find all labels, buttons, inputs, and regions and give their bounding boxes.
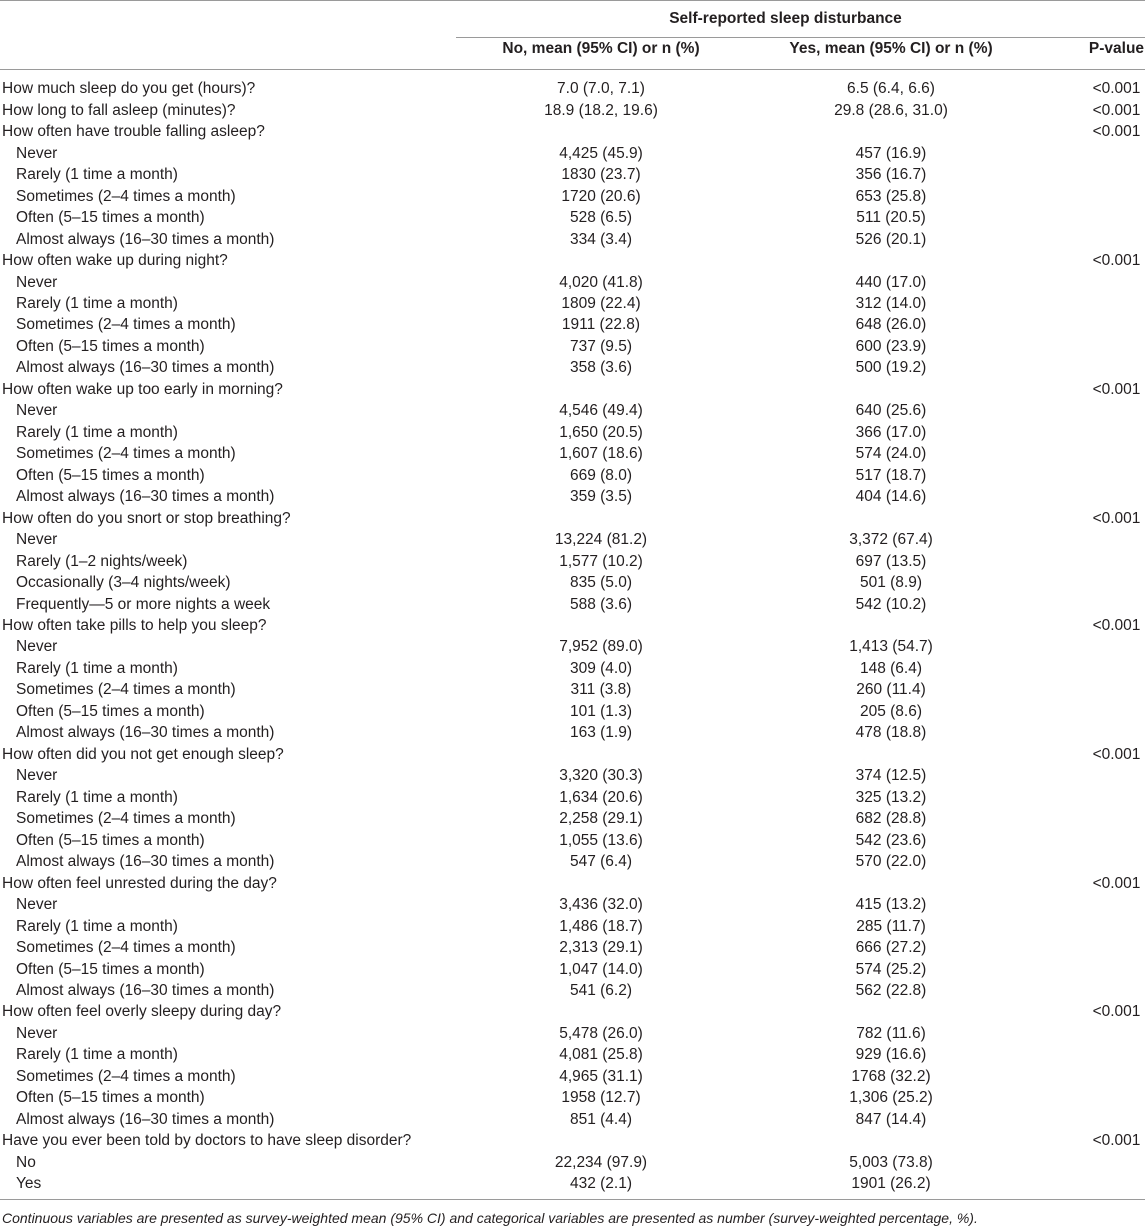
yes-value: 260 (11.4) <box>856 681 926 699</box>
variable-row <box>0 744 1145 765</box>
category-label: Occasionally (3–4 nights/week) <box>16 574 231 592</box>
no-value: 1830 (23.7) <box>561 166 641 184</box>
no-value: 4,081 (25.8) <box>559 1046 643 1064</box>
category-label: Almost always (16–30 times a month) <box>16 230 275 248</box>
yes-value: 1,413 (54.7) <box>849 638 933 656</box>
no-value: 1,650 (20.5) <box>559 423 643 441</box>
variable-row <box>0 121 1145 142</box>
no-value: 13,224 (81.2) <box>554 531 648 549</box>
variable-label: How often take pills to help you sleep? <box>2 617 267 635</box>
yes-value: 3,372 (67.4) <box>849 531 933 549</box>
category-label: Almost always (16–30 times a month) <box>16 724 275 742</box>
category-label: Rarely (1 time a month) <box>16 166 178 184</box>
p-value: <0.001 <box>1092 80 1141 98</box>
category-row <box>0 765 1145 786</box>
category-label: Sometimes (2–4 times a month) <box>16 187 236 205</box>
yes-value: 542 (23.6) <box>855 831 927 849</box>
variable-label: How often wake up during night? <box>2 252 228 270</box>
p-value: <0.001 <box>1092 252 1141 270</box>
p-value: <0.001 <box>1092 1132 1141 1150</box>
no-value: 3,320 (30.3) <box>559 767 643 785</box>
category-row <box>0 207 1145 228</box>
category-label: Almost always (16–30 times a month) <box>16 488 275 506</box>
category-row <box>0 851 1145 872</box>
yes-value: 653 (25.8) <box>855 187 927 205</box>
category-row <box>0 293 1145 314</box>
category-label: Never <box>16 638 58 656</box>
no-value: 1,607 (18.6) <box>559 445 643 463</box>
category-row <box>0 658 1145 679</box>
no-value: 737 (9.5) <box>569 337 633 355</box>
yes-value: 478 (18.8) <box>855 724 927 742</box>
category-row <box>0 551 1145 572</box>
yes-value: 1901 (26.2) <box>851 1175 931 1193</box>
category-label: Rarely (1 time a month) <box>16 788 178 806</box>
yes-value: 500 (19.2) <box>855 359 927 377</box>
variable-row <box>0 78 1145 99</box>
yes-value: 526 (20.1) <box>855 230 927 248</box>
yes-value: 325 (13.2) <box>855 788 927 806</box>
category-label: Rarely (1 time a month) <box>16 423 178 441</box>
category-row <box>0 722 1145 743</box>
category-row <box>0 443 1145 464</box>
category-label: Never <box>16 896 58 914</box>
category-row <box>0 336 1145 357</box>
category-label: Often (5–15 times a month) <box>16 831 205 849</box>
yes-value: 570 (22.0) <box>855 853 927 871</box>
category-label: Often (5–15 times a month) <box>16 702 205 720</box>
category-row <box>0 422 1145 443</box>
no-value: 309 (4.0) <box>569 659 633 677</box>
table-footnote: Continuous variables are presented as survey-weighted mean (95% CI) and categorical variables are presented as number (survey-weighted percentage, %). <box>2 1210 978 1226</box>
category-row <box>0 572 1145 593</box>
category-row <box>0 357 1145 378</box>
variable-row <box>0 100 1145 121</box>
category-label: Often (5–15 times a month) <box>16 1089 205 1107</box>
variable-label: How long to fall asleep (minutes)? <box>2 101 236 119</box>
category-row <box>0 787 1145 808</box>
category-row <box>0 1152 1145 1173</box>
variable-row <box>0 1130 1145 1151</box>
column-header-p-value: P-value <box>1088 40 1145 57</box>
no-value: 5,478 (26.0) <box>559 1024 643 1042</box>
no-value: 835 (5.0) <box>569 574 633 592</box>
category-row <box>0 1087 1145 1108</box>
variable-row <box>0 1001 1145 1022</box>
variable-row <box>0 508 1145 529</box>
yes-value: 929 (16.6) <box>855 1046 927 1064</box>
p-value: <0.001 <box>1092 1003 1141 1021</box>
category-row <box>0 679 1145 700</box>
category-row <box>0 1173 1145 1194</box>
category-row <box>0 400 1145 421</box>
category-row <box>0 830 1145 851</box>
yes-value: 366 (17.0) <box>855 423 927 441</box>
no-value: 528 (6.5) <box>569 209 633 227</box>
category-label: Sometimes (2–4 times a month) <box>16 939 236 957</box>
yes-value: 511 (20.5) <box>856 209 926 227</box>
no-value: 1958 (12.7) <box>561 1089 641 1107</box>
spanning-header: Self-reported sleep disturbance <box>669 10 902 27</box>
p-value: <0.001 <box>1092 509 1141 527</box>
category-label: Frequently—5 or more nights a week <box>16 595 271 613</box>
p-value: <0.001 <box>1092 874 1141 892</box>
category-label: Rarely (1 time a month) <box>16 294 178 312</box>
no-value: 2,313 (29.1) <box>559 939 643 957</box>
column-header-yes: Yes, mean (95% CI) or n (%) <box>789 40 993 57</box>
category-label: Never <box>16 144 58 162</box>
header-rule <box>0 69 1145 70</box>
category-row <box>0 186 1145 207</box>
yes-value: 440 (17.0) <box>855 273 927 291</box>
category-row <box>0 808 1145 829</box>
no-value: 1,055 (13.6) <box>559 831 643 849</box>
no-value: 1,634 (20.6) <box>559 788 643 806</box>
no-value: 547 (6.4) <box>569 853 633 871</box>
no-value: 4,546 (49.4) <box>559 402 643 420</box>
yes-value: 517 (18.7) <box>855 466 927 484</box>
category-row <box>0 143 1145 164</box>
category-label: Never <box>16 767 58 785</box>
yes-value: 404 (14.6) <box>855 488 927 506</box>
category-label: Yes <box>16 1175 42 1193</box>
category-row <box>0 529 1145 550</box>
variable-row <box>0 873 1145 894</box>
category-label: No <box>16 1153 36 1171</box>
variable-label: How often have trouble falling asleep? <box>2 123 265 141</box>
p-value: <0.001 <box>1092 123 1141 141</box>
category-row <box>0 1023 1145 1044</box>
category-label: Sometimes (2–4 times a month) <box>16 1067 236 1085</box>
no-value: 18.9 (18.2, 19.6) <box>544 101 658 119</box>
category-row <box>0 701 1145 722</box>
yes-value: 5,003 (73.8) <box>849 1153 933 1171</box>
variable-label: How much sleep do you get (hours)? <box>2 80 256 98</box>
no-value: 163 (1.9) <box>569 724 633 742</box>
yes-value: 847 (14.4) <box>855 1110 927 1128</box>
category-row <box>0 272 1145 293</box>
category-label: Rarely (1 time a month) <box>16 1046 178 1064</box>
category-row <box>0 486 1145 507</box>
no-value: 358 (3.6) <box>569 359 633 377</box>
category-label: Often (5–15 times a month) <box>16 337 205 355</box>
yes-value: 542 (10.2) <box>855 595 927 613</box>
no-value: 1809 (22.4) <box>561 294 641 312</box>
category-label: Rarely (1 time a month) <box>16 659 178 677</box>
no-value: 3,436 (32.0) <box>559 896 643 914</box>
yes-value: 285 (11.7) <box>856 917 926 935</box>
yes-value: 682 (28.8) <box>855 810 927 828</box>
yes-value: 648 (26.0) <box>855 316 927 334</box>
variable-row <box>0 615 1145 636</box>
no-value: 334 (3.4) <box>569 230 633 248</box>
category-row <box>0 894 1145 915</box>
category-row <box>0 465 1145 486</box>
yes-value: 666 (27.2) <box>855 939 927 957</box>
no-value: 101 (1.3) <box>569 702 633 720</box>
column-header-no: No, mean (95% CI) or n (%) <box>502 40 700 57</box>
p-value: <0.001 <box>1092 617 1141 635</box>
category-label: Never <box>16 402 58 420</box>
yes-value: 501 (8.9) <box>859 574 923 592</box>
category-row <box>0 1109 1145 1130</box>
category-row <box>0 594 1145 615</box>
category-label: Never <box>16 531 58 549</box>
no-value: 432 (2.1) <box>569 1175 633 1193</box>
category-row <box>0 1044 1145 1065</box>
category-row <box>0 636 1145 657</box>
p-value: <0.001 <box>1092 101 1141 119</box>
no-value: 359 (3.5) <box>569 488 633 506</box>
variable-row <box>0 379 1145 400</box>
category-row <box>0 916 1145 937</box>
variable-row <box>0 250 1145 271</box>
category-label: Sometimes (2–4 times a month) <box>16 445 236 463</box>
yes-value: 148 (6.4) <box>859 659 923 677</box>
category-label: Almost always (16–30 times a month) <box>16 981 275 999</box>
category-label: Rarely (1 time a month) <box>16 917 178 935</box>
no-value: 1911 (22.8) <box>561 316 641 334</box>
p-value: <0.001 <box>1092 380 1141 398</box>
yes-value: 640 (25.6) <box>855 402 927 420</box>
yes-value: 1768 (32.2) <box>851 1067 931 1085</box>
variable-label: How often did you not get enough sleep? <box>2 745 284 763</box>
no-value: 1,486 (18.7) <box>559 917 643 935</box>
category-row <box>0 980 1145 1001</box>
category-label: Sometimes (2–4 times a month) <box>16 316 236 334</box>
category-row <box>0 229 1145 250</box>
category-label: Rarely (1–2 nights/week) <box>16 552 188 570</box>
no-value: 2,258 (29.1) <box>559 810 643 828</box>
no-value: 1,577 (10.2) <box>559 552 643 570</box>
no-value: 1,047 (14.0) <box>559 960 643 978</box>
category-label: Sometimes (2–4 times a month) <box>16 810 236 828</box>
category-label: Often (5–15 times a month) <box>16 209 205 227</box>
category-label: Almost always (16–30 times a month) <box>16 359 275 377</box>
category-label: Almost always (16–30 times a month) <box>16 1110 275 1128</box>
category-row <box>0 1066 1145 1087</box>
table-body <box>0 78 1145 1194</box>
yes-value: 782 (11.6) <box>856 1024 926 1042</box>
category-row <box>0 164 1145 185</box>
yes-value: 562 (22.8) <box>855 981 927 999</box>
yes-value: 29.8 (28.6, 31.0) <box>834 101 948 119</box>
category-label: Almost always (16–30 times a month) <box>16 853 275 871</box>
category-label: Never <box>16 273 58 291</box>
yes-value: 697 (13.5) <box>855 552 927 570</box>
no-value: 7,952 (89.0) <box>559 638 643 656</box>
no-value: 7.0 (7.0, 7.1) <box>557 80 645 98</box>
variable-label: How often feel overly sleepy during day? <box>2 1003 282 1021</box>
no-value: 4,425 (45.9) <box>559 144 643 162</box>
category-label: Often (5–15 times a month) <box>16 466 205 484</box>
category-label: Sometimes (2–4 times a month) <box>16 681 236 699</box>
yes-value: 1,306 (25.2) <box>849 1089 933 1107</box>
no-value: 851 (4.4) <box>569 1110 633 1128</box>
yes-value: 574 (25.2) <box>855 960 927 978</box>
top-rule <box>0 0 1145 1</box>
category-row <box>0 937 1145 958</box>
category-label: Never <box>16 1024 58 1042</box>
category-row <box>0 959 1145 980</box>
yes-value: 600 (23.9) <box>855 337 927 355</box>
spanning-header-rule <box>456 37 1145 38</box>
yes-value: 415 (13.2) <box>855 896 927 914</box>
no-value: 588 (3.6) <box>569 595 633 613</box>
variable-label: Have you ever been told by doctors to have sleep disorder? <box>2 1132 412 1150</box>
no-value: 669 (8.0) <box>569 466 633 484</box>
yes-value: 205 (8.6) <box>859 702 923 720</box>
category-row <box>0 314 1145 335</box>
variable-label: How often feel unrested during the day? <box>2 874 277 892</box>
yes-value: 457 (16.9) <box>855 144 927 162</box>
bottom-rule <box>0 1199 1145 1200</box>
no-value: 541 (6.2) <box>569 981 633 999</box>
p-value: <0.001 <box>1092 745 1141 763</box>
yes-value: 312 (14.0) <box>855 294 927 312</box>
no-value: 22,234 (97.9) <box>554 1153 648 1171</box>
no-value: 311 (3.8) <box>570 681 632 699</box>
no-value: 4,020 (41.8) <box>559 273 643 291</box>
no-value: 1720 (20.6) <box>561 187 641 205</box>
variable-label: How often do you snort or stop breathing? <box>2 509 291 527</box>
yes-value: 574 (24.0) <box>855 445 927 463</box>
yes-value: 374 (12.5) <box>855 767 927 785</box>
category-label: Often (5–15 times a month) <box>16 960 205 978</box>
variable-label: How often wake up too early in morning? <box>2 380 283 398</box>
yes-value: 6.5 (6.4, 6.6) <box>847 80 935 98</box>
yes-value: 356 (16.7) <box>855 166 927 184</box>
no-value: 4,965 (31.1) <box>559 1067 643 1085</box>
